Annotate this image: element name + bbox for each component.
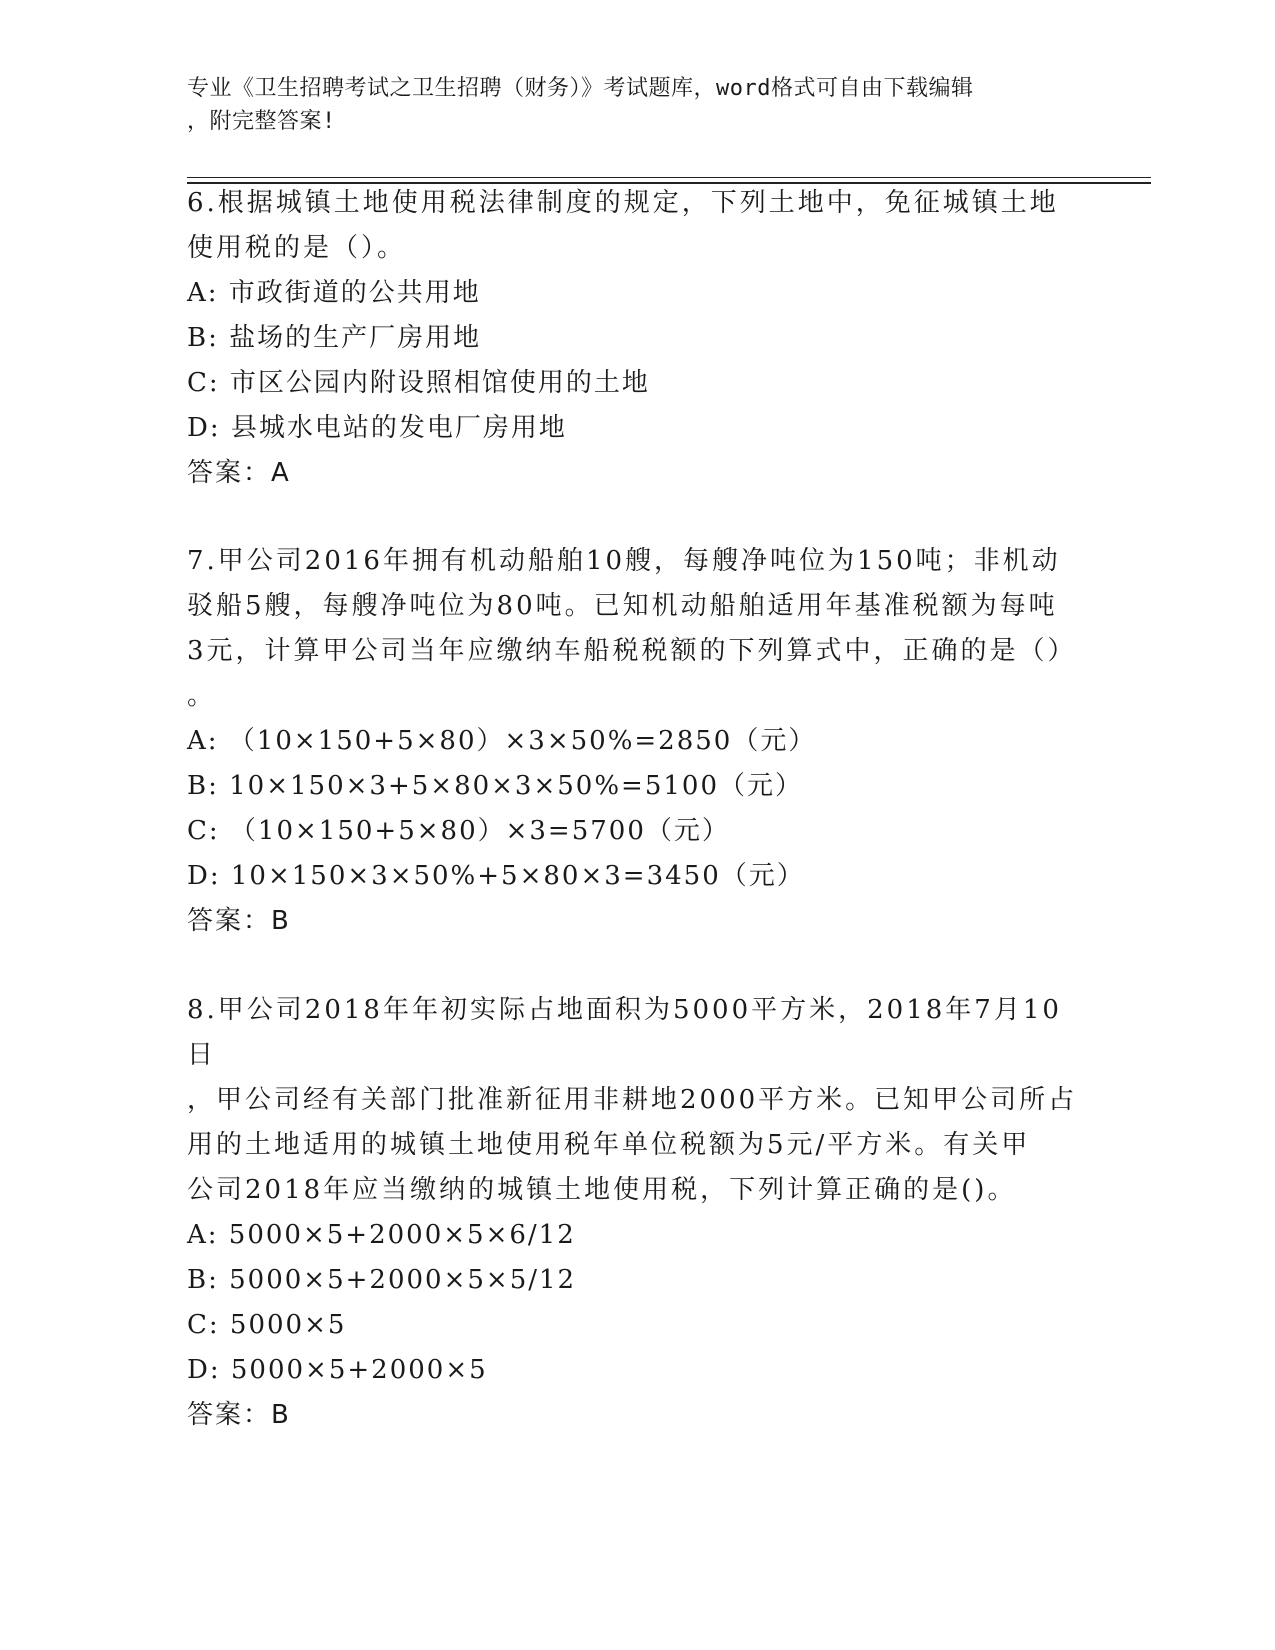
option-c: C: （10×150+5×80）×3=5700（元） bbox=[187, 816, 730, 846]
header-line-1: 专业《卫生招聘考试之卫生招聘（财务）》考试题库，word格式可自由下载编辑 bbox=[187, 76, 974, 101]
answer-label: 答案：B bbox=[187, 1400, 291, 1430]
header-line-2: ，附完整答案! bbox=[187, 109, 336, 134]
option-d: D: 县城水电站的发电厂房用地 bbox=[187, 413, 567, 443]
option-d: D: 10×150×3×50%+5×80×3=3450（元） bbox=[187, 861, 805, 891]
header-rule-thin bbox=[187, 177, 1151, 178]
document-header bbox=[187, 72, 1087, 138]
question-7 bbox=[187, 539, 1087, 944]
answer-label: 答案：B bbox=[187, 906, 291, 936]
option-c: C: 市区公园内附设照相馆使用的土地 bbox=[187, 368, 650, 398]
question-stem: 6.根据城镇土地使用税法律制度的规定，下列土地中，免征城镇土地 使用税的是（）。 bbox=[187, 188, 1059, 263]
option-b: B: 10×150×3+5×80×3×50%=5100（元） bbox=[187, 771, 804, 801]
option-b: B: 盐场的生产厂房用地 bbox=[187, 323, 482, 353]
question-stem: 8.甲公司2018年年初实际占地面积为5000平方米，2018年7月10日 ，甲公司经有关部门批准新征用非耕地2000平方米。已知甲公司所占 用的土地适用的城镇土地使用税年单位税额为5元/平方米。有关甲 公司2018年应当缴纳的城镇土地使用税，下列计算正确的是()。 bbox=[187, 995, 1078, 1205]
option-d: D: 5000×5+2000×5 bbox=[187, 1355, 488, 1385]
option-b: B: 5000×5+2000×5×5/12 bbox=[187, 1265, 577, 1295]
option-a: A: 5000×5+2000×5×6/12 bbox=[187, 1220, 576, 1250]
option-c: C: 5000×5 bbox=[187, 1310, 347, 1340]
option-a: A: （10×150+5×80）×3×50%=2850（元） bbox=[187, 726, 817, 756]
option-a: A: 市政街道的公共用地 bbox=[187, 278, 481, 308]
question-6 bbox=[187, 181, 1087, 496]
question-8 bbox=[187, 988, 1087, 1438]
question-stem: 7.甲公司2016年拥有机动船舶10艘，每艘净吨位为150吨；非机动 驳船5艘，每艘净吨位为80吨。已知机动船舶适用年基准税额为每吨 3元，计算甲公司当年应缴纳车船税税额的下列算式中，正确的是（） 。 bbox=[187, 546, 1077, 711]
answer-label: 答案：A bbox=[187, 458, 291, 488]
